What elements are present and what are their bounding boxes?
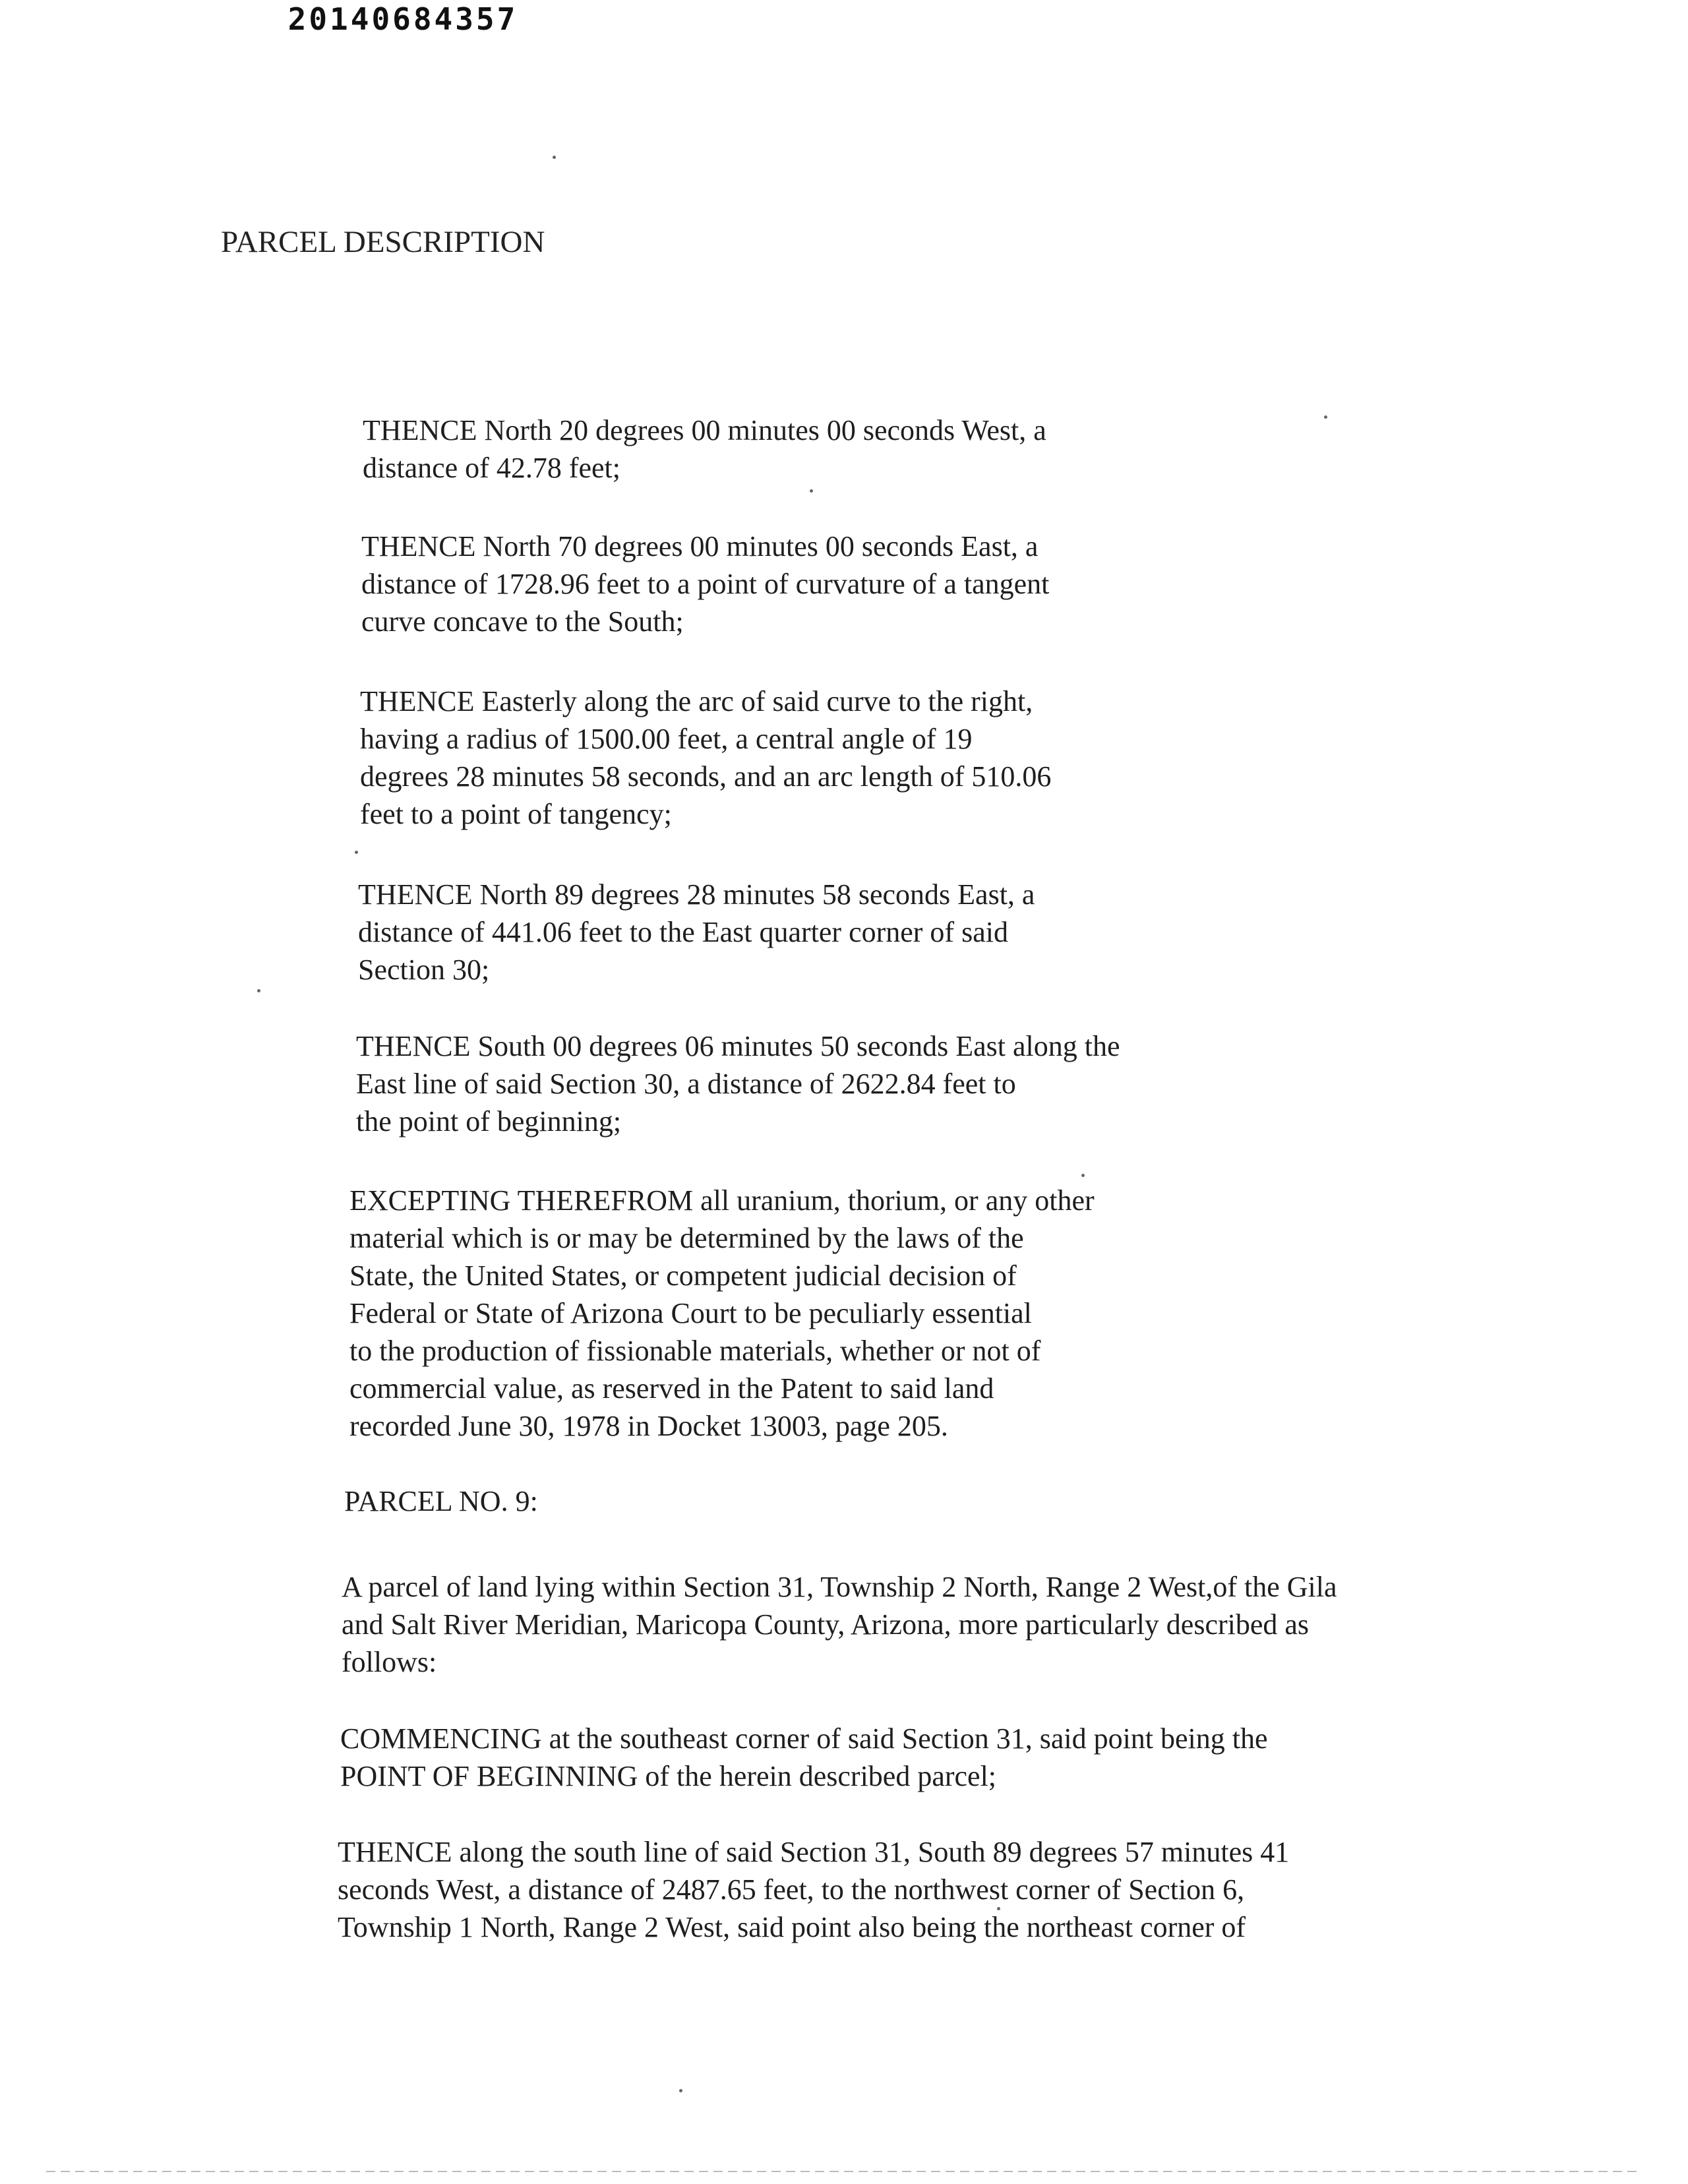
scan-speck [1081,1174,1085,1177]
scan-edge-line [46,2171,1642,2172]
scan-speck [810,489,813,493]
text-line: THENCE along the south line of said Section 31, South 89 degrees 57 minutes 41 [338,1836,1290,1868]
text-line: THENCE North 89 degrees 28 minutes 58 seconds East, a [358,878,1035,911]
scan-speck [553,156,556,159]
text-line: seconds West, a distance of 2487.65 feet, to the northwest corner of Section 6, [338,1873,1245,1906]
scan-speck [1324,415,1327,419]
paragraph-3 [360,682,1051,833]
text-line: recorded June 30, 1978 in Docket 13003, page 205. [349,1410,948,1442]
text-line: THENCE South 00 degrees 06 minutes 50 seconds East along the [356,1030,1120,1062]
scan-speck [997,1907,1000,1910]
scan-speck [257,989,260,992]
parcel-number-label [344,1482,538,1520]
recording-number: 20140684357 [287,1,518,37]
paragraph-9 [340,1720,1268,1795]
paragraph-1 [363,411,1046,487]
paragraph-2 [361,528,1049,640]
text-line: Township 1 North, Range 2 West, said point also being the northeast corner of [338,1911,1246,1943]
paragraph-6 [349,1182,1095,1445]
paragraph-8 [342,1568,1337,1681]
text-line: feet to a point of tangency; [360,798,672,830]
text-line: having a radius of 1500.00 feet, a central angle of 19 [360,723,973,755]
text-line: to the production of fissionable materials, whether or not of [349,1335,1041,1367]
text-line: A parcel of land lying within Section 31, Township 2 North, Range 2 West,of the Gila [342,1571,1337,1603]
text-line: POINT OF BEGINNING of the herein described parcel; [340,1760,997,1792]
text-line: THENCE North 70 degrees 00 minutes 00 seconds East, a [361,530,1039,562]
paragraph-4 [358,876,1035,988]
text-line: degrees 28 minutes 58 seconds, and an arc length of 510.06 [360,760,1052,793]
text-line: COMMENCING at the southeast corner of said Section 31, said point being the [340,1722,1268,1755]
text-line: State, the United States, or competent judicial decision of [349,1259,1017,1292]
text-line: PARCEL NO. 9: [344,1485,538,1517]
scan-speck [355,851,358,854]
paragraph-10 [338,1833,1289,1946]
text-line: Section 30; [358,954,490,986]
text-line: distance of 1728.96 feet to a point of curvature of a tangent [361,568,1050,600]
text-line: distance of 42.78 feet; [363,452,620,484]
scan-speck [679,2089,682,2092]
paragraph-5 [356,1027,1120,1140]
text-line: Federal or State of Arizona Court to be peculiarly essential [349,1297,1032,1329]
text-line: EXCEPTING THEREFROM all uranium, thorium, or any other [349,1184,1095,1217]
text-line: follows: [342,1646,437,1678]
page-heading: PARCEL DESCRIPTION [221,225,545,259]
text-line: distance of 441.06 feet to the East quarter corner of said [358,916,1008,948]
text-line: commercial value, as reserved in the Patent to said land [349,1372,994,1405]
text-line: East line of said Section 30, a distance of 2622.84 feet to [356,1068,1016,1100]
text-line: the point of beginning; [356,1105,622,1138]
text-line: curve concave to the South; [361,605,684,638]
text-line: THENCE North 20 degrees 00 minutes 00 seconds West, a [363,414,1046,446]
text-line: and Salt River Meridian, Maricopa County, Arizona, more particularly described as [342,1608,1310,1641]
text-line: material which is or may be determined by the laws of the [349,1222,1024,1254]
text-line: THENCE Easterly along the arc of said curve to the right, [360,685,1033,717]
